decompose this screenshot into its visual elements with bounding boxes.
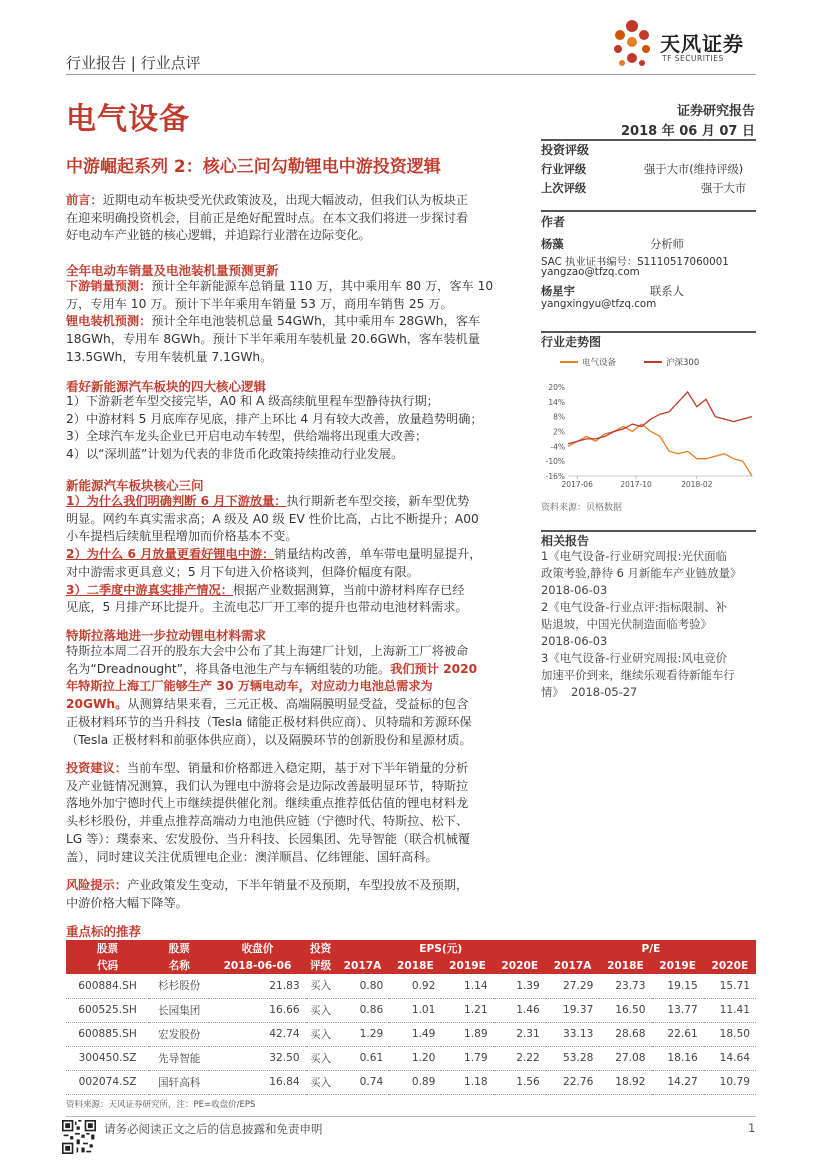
risk-line: 产业政策发生变动，下半年销量不及预期，车型投放不及预期，	[126, 878, 469, 892]
q1-line: 明显。网约车真实需求高；A 级及 A0 级 EV 性价比高，占比不断提升；A00	[66, 511, 479, 526]
advice-line: 落地外加宁德时代上市继续提供催化剂。继续重点推荐低估值的锂电材料龙	[66, 796, 469, 811]
related-item-2-date: 2018-06-03	[541, 634, 608, 648]
intro-line: 在迎来明确投资机会，目前正是绝好配置时点。在本文我们将进一步探讨看	[66, 210, 469, 225]
rating-heading: 投资评级	[541, 143, 590, 157]
table-cell: 600525.SH	[66, 998, 149, 1022]
related-item-1[interactable]: 1《电气设备-行业研究周报:光伏面临	[541, 549, 728, 563]
logo-mark-icon	[608, 18, 658, 72]
th-year: 2019E	[652, 957, 704, 974]
table-row	[66, 1046, 756, 1070]
table-cell: 1.29	[336, 1022, 390, 1046]
y-tick-label: 14%	[548, 397, 565, 407]
table-cell: 杉杉股份	[149, 974, 209, 998]
table-cell: 15.71	[704, 974, 756, 998]
table-cell: 33.13	[546, 1022, 600, 1046]
table-cell: 0.74	[336, 1070, 390, 1094]
advice-paragraph	[66, 760, 522, 866]
table-title: 重点标的推荐	[66, 924, 142, 939]
questions-paragraph	[66, 493, 522, 617]
forecast-heading: 全年电动车销量及电池装机量预测更新	[66, 263, 279, 278]
intro-line: 近期电动车板块受光伏政策波及，出现大幅波动，但我们认为板块正	[102, 193, 469, 207]
logic-list	[66, 393, 522, 464]
th-year: 2018E	[599, 957, 651, 974]
table-cell: 宏发股份	[149, 1022, 209, 1046]
chart-axes	[546, 383, 752, 489]
chart-source: 资料来源：贝格数据	[541, 503, 623, 513]
table-cell: 22.76	[546, 1070, 600, 1094]
table-row	[66, 1022, 756, 1046]
table-cell: 19.37	[546, 998, 600, 1022]
intro-line: 好电动车产业链的核心逻辑，并追踪行业潜在边际变化。	[66, 228, 371, 243]
q3-label: 3）二季度中游真实排产情况：	[66, 582, 233, 597]
table-cell: 14.64	[704, 1046, 756, 1070]
trend-heading: 行业走势图	[541, 335, 602, 349]
logic-item: 2）中游材料 5 月底库存见底，排产上环比 4 月有较大改善，放量趋势明确；	[66, 411, 483, 426]
table-cell: 买入	[306, 1022, 336, 1046]
logo-en: TF SECURITIES	[662, 54, 724, 63]
chart-lines	[568, 392, 752, 476]
y-tick-label: 2%	[553, 427, 565, 437]
advice-line: LG 等）：璞泰来、宏发股份、当升科技、长园集团、先导智能（联合机械覆	[66, 831, 471, 846]
tesla-heading: 特斯拉落地进一步拉动锂电材料需求	[66, 628, 267, 643]
table-cell: 27.08	[599, 1046, 651, 1070]
table-cell: 1.79	[441, 1046, 493, 1070]
table-cell: 11.41	[704, 998, 756, 1022]
table-row	[66, 974, 756, 998]
risk-line: 中游价格大幅下降等。	[66, 895, 188, 910]
table-row	[66, 998, 756, 1022]
table-cell: 1.39	[494, 974, 546, 998]
table-row	[66, 1070, 756, 1094]
table-cell: 32.50	[209, 1046, 305, 1070]
battery-line: 13.5GWh，专用车装机量 7.1GWh。	[66, 349, 273, 364]
advice-line: 盖），同时建议关注优质锂电企业：澳洋顺昌、亿纬锂能、国轩高科。	[66, 849, 438, 864]
advice-line: 当前车型、销量和价格都进入稳定期，基于对下半年销量的分析	[126, 761, 469, 775]
table-cell: 1.89	[441, 1022, 493, 1046]
tesla-paragraph	[66, 643, 522, 749]
x-tick-label: 2018-02	[681, 480, 713, 489]
table-cell: 21.83	[209, 974, 305, 998]
risk-label: 风险提示：	[66, 878, 127, 892]
logic-heading: 看好新能源汽车板块的四大核心逻辑	[66, 379, 267, 394]
table-cell: 19.15	[652, 974, 704, 998]
authors-bar	[541, 210, 756, 212]
table-cell: 1.20	[389, 1046, 441, 1070]
th-year: 2017A	[546, 957, 600, 974]
industry-rating-value: 强于大市(维持评级)	[644, 163, 744, 176]
table-cell: 2.31	[494, 1022, 546, 1046]
previous-rating-label: 上次评级	[541, 182, 587, 195]
battery-line: 预计全年电池装机总量 54GWh，其中乘用车 28GWh，客车	[151, 314, 481, 329]
related-item-2-cont[interactable]: 贴退坡，中国光伏制造面临考验》	[541, 617, 712, 631]
table-cell: 16.50	[599, 998, 651, 1022]
sales-label: 下游销量预测：	[66, 279, 152, 293]
header-rule	[66, 74, 756, 75]
th-eps: EPS(元)	[336, 940, 546, 957]
table-cell: 27.29	[546, 974, 600, 998]
intro-paragraph	[66, 192, 522, 245]
intro-label: 前言：	[66, 193, 103, 207]
table-cell: 18.16	[652, 1046, 704, 1070]
tesla-line: 名为“Dreadnought”，将具备电池生产与车辆组装的功能。	[66, 661, 391, 676]
industry-rating-label: 行业评级	[541, 163, 587, 176]
table-cell: 600885.SH	[66, 1022, 149, 1046]
table-header-row-1	[66, 940, 756, 957]
stock-table	[66, 940, 756, 1095]
related-item-3-end[interactable]: 情》	[541, 685, 564, 699]
trend-chart	[538, 350, 760, 492]
qr-code-icon[interactable]	[62, 1120, 96, 1154]
report-kind: 证券研究报告	[676, 104, 755, 119]
table-cell: 22.61	[652, 1022, 704, 1046]
table-cell: 42.74	[209, 1022, 305, 1046]
logic-item: 1）下游新老车型交接完毕，A0 和 A 级高续航里程车型静待执行期；	[66, 394, 439, 408]
table-cell: 18.50	[704, 1022, 756, 1046]
author1-email[interactable]: yangzao@tfzq.com	[541, 266, 640, 278]
q1-line: 小车提档后续航里程增加而价格基本不变。	[66, 529, 298, 544]
th-price2: 2018-06-06	[209, 957, 305, 974]
y-tick-label: -4%	[550, 442, 565, 452]
table-cell: 买入	[306, 1046, 336, 1070]
table-cell: 10.79	[704, 1070, 756, 1094]
tesla-line: 特斯拉本周二召开的股东大会中公布了其上海建厂计划，上海新工厂将被命	[66, 644, 469, 658]
report-type: 行业报告 | 行业点评	[66, 54, 201, 72]
th-name: 股票	[149, 940, 209, 957]
report-date: 2018 年 06 月 07 日	[621, 124, 755, 139]
sales-line: 万，专用车 10 万。预计下半年乘用车销量 53 万，商用车销售 25 万。	[66, 296, 453, 311]
th-code2: 代码	[66, 957, 149, 974]
company-logo	[608, 18, 768, 72]
table-cell: 1.18	[441, 1070, 493, 1094]
author1-role: 分析师	[650, 238, 684, 251]
table-cell: 0.92	[389, 974, 441, 998]
logic-item: 3）全球汽车龙头企业已开启电动车转型，供给端将出现重大改善；	[66, 429, 428, 444]
q3-line: 见底，5 月排产环比提升。主流电芯厂开工率的提升也带动电池材料需求。	[66, 600, 468, 615]
table-cell: 0.61	[336, 1046, 390, 1070]
page-number: 1	[748, 1121, 756, 1135]
table-cell: 23.73	[599, 974, 651, 998]
table-cell: 长园集团	[149, 998, 209, 1022]
table-cell: 0.89	[389, 1070, 441, 1094]
y-tick-label: 8%	[553, 412, 565, 422]
table-cell: 1.01	[389, 998, 441, 1022]
sales-line: 预计全年新能源车总销量 110 万，其中乘用车 80 万，客车 10	[151, 279, 494, 293]
table-cell: 1.14	[441, 974, 493, 998]
author2-email[interactable]: yangxingyu@tfzq.com	[541, 298, 657, 310]
advice-line: 头杉杉股份，并重点推荐高端动力电池供应链（宁德时代、特斯拉、松下、	[66, 814, 469, 829]
x-tick-label: 2017-06	[561, 480, 593, 489]
table-cell: 16.66	[209, 998, 305, 1022]
th-year: 2018E	[389, 957, 441, 974]
table-cell: 国轩高科	[149, 1070, 209, 1094]
table-cell: 300450.SZ	[66, 1046, 149, 1070]
related-item-1-cont[interactable]: 政策考验,静待 6 月新能车产业链放量》	[541, 566, 742, 580]
table-cell: 18.92	[599, 1070, 651, 1094]
th-year: 2019E	[441, 957, 493, 974]
table-source: 资料来源：天风证券研究所，注：PE=收盘价/EPS	[66, 1100, 256, 1110]
table-cell: 0.86	[336, 998, 390, 1022]
table-header-row-2	[66, 957, 756, 974]
battery-label: 锂电装机预测：	[66, 314, 152, 329]
th-rate: 投资	[306, 940, 336, 957]
th-name2: 名称	[149, 957, 209, 974]
footer-rule	[66, 1116, 756, 1117]
legend-label: 沪深300	[666, 358, 700, 368]
q2-line: 对中游需求更具意义；5 月下旬进入价格谈判，但降价幅度有限。	[66, 564, 419, 579]
advice-label: 投资建议：	[66, 761, 127, 775]
report-title: 中游崛起系列 2：核心三问勾勒锂电中游投资逻辑	[66, 157, 441, 177]
q2-label: 2）为什么 6 月放量更看好锂电中游：	[66, 547, 275, 562]
th-rate2: 评级	[306, 957, 336, 974]
q1-line: 执行期新老车型交接，新车型优势	[286, 494, 470, 508]
authors-heading: 作者	[541, 215, 566, 229]
th-price: 收盘价	[209, 940, 305, 957]
series-line-electrical	[568, 424, 752, 476]
table-cell: 14.27	[652, 1070, 704, 1094]
tesla-highlight: 年特斯拉上海工厂能够生产 30 万辆电动车，对应动力电池总需求为	[66, 679, 433, 694]
table-cell: 28.68	[599, 1022, 651, 1046]
logo-cn: 天风证券	[660, 32, 744, 56]
x-tick-label: 2017-10	[620, 480, 652, 489]
legend-label: 电气设备	[582, 358, 617, 368]
th-year: 2017A	[336, 957, 390, 974]
q1-label: 1）为什么我们明确判断 6 月下游放量：	[66, 494, 287, 508]
table-cell: 先导智能	[149, 1046, 209, 1070]
y-tick-label: -16%	[545, 472, 565, 481]
q2-line: 销量结构改善，单车带电量明显提升，	[274, 547, 482, 562]
related-item-3-date: 2018-05-27	[571, 685, 638, 699]
tesla-highlight: 20GWh。	[66, 697, 128, 712]
table-cell: 买入	[306, 998, 336, 1022]
th-code: 股票	[66, 940, 149, 957]
chart-legend	[560, 357, 699, 368]
table-cell: 1.56	[494, 1070, 546, 1094]
th-pe: P/E	[546, 940, 756, 957]
table-cell: 16.84	[209, 1070, 305, 1094]
table-cell: 0.80	[336, 974, 390, 998]
related-item-3[interactable]: 3《电气设备-行业研究周报:风电竞价	[541, 651, 728, 665]
tesla-line: （Tesla 正极材料和前驱体供应商），以及隔膜环节的创新股份和星源材质。	[66, 732, 472, 747]
sector-title: 电气设备	[66, 102, 190, 137]
table-cell: 002074.SZ	[66, 1070, 149, 1094]
y-tick-label: -10%	[545, 457, 565, 467]
related-item-3-cont[interactable]: 加速平价到来，继续乐观看待新能车行	[541, 668, 735, 682]
logic-item: 4）以“深圳蓝”计划为代表的非货币化政策持续推动行业发展。	[66, 447, 404, 462]
table-cell: 买入	[306, 1070, 336, 1094]
advice-line: 及产业链情况测算，我们认为锂电中游将会是边际改善最明显环节，特斯拉	[66, 778, 469, 793]
author2-role: 联系人	[650, 285, 684, 298]
table-cell: 1.49	[389, 1022, 441, 1046]
previous-rating-value: 强于大市	[701, 182, 747, 195]
table-cell: 1.21	[441, 998, 493, 1022]
table-cell: 13.77	[652, 998, 704, 1022]
disclaimer-link[interactable]: 请务必阅读正文之后的信息披露和免责申明	[104, 1122, 323, 1136]
author1-license: SAC 执业证书编号：S1110517060001	[541, 256, 729, 268]
tesla-line: 正极材料环节的当升科技（Tesla 储能正极材料供应商）、贝特瑞和芳源环保	[66, 714, 472, 729]
th-year: 2020E	[704, 957, 756, 974]
risk-paragraph	[66, 877, 522, 912]
tesla-line: 从测算结果来看，三元正极、高端隔膜明显受益，受益标的包含	[127, 697, 469, 712]
table-cell: 1.46	[494, 998, 546, 1022]
related-item-2[interactable]: 2《电气设备-行业点评:指标限制、补	[541, 600, 728, 614]
table-cell: 53.28	[546, 1046, 600, 1070]
author2-name: 杨星宇	[541, 285, 575, 298]
questions-heading: 新能源汽车板块核心三问	[66, 478, 204, 493]
tesla-highlight: 我们预计 2020	[390, 661, 478, 676]
y-tick-label: 20%	[548, 382, 565, 392]
battery-line: 18GWh，专用车 8GWh。预计下半年乘用车装机量 20.6GWh，客车装机量	[66, 332, 480, 347]
q3-line: 根据产业数据测算，当前中游材料库存已经	[232, 582, 465, 597]
related-item-1-date: 2018-06-03	[541, 583, 608, 597]
forecast-paragraph	[66, 278, 522, 367]
related-heading: 相关报告	[541, 534, 590, 548]
th-year: 2020E	[494, 957, 546, 974]
related-list	[541, 548, 757, 701]
table-cell: 600884.SH	[66, 974, 149, 998]
author1-name: 杨藻	[541, 238, 564, 251]
table-cell: 买入	[306, 974, 336, 998]
table-cell: 2.22	[494, 1046, 546, 1070]
